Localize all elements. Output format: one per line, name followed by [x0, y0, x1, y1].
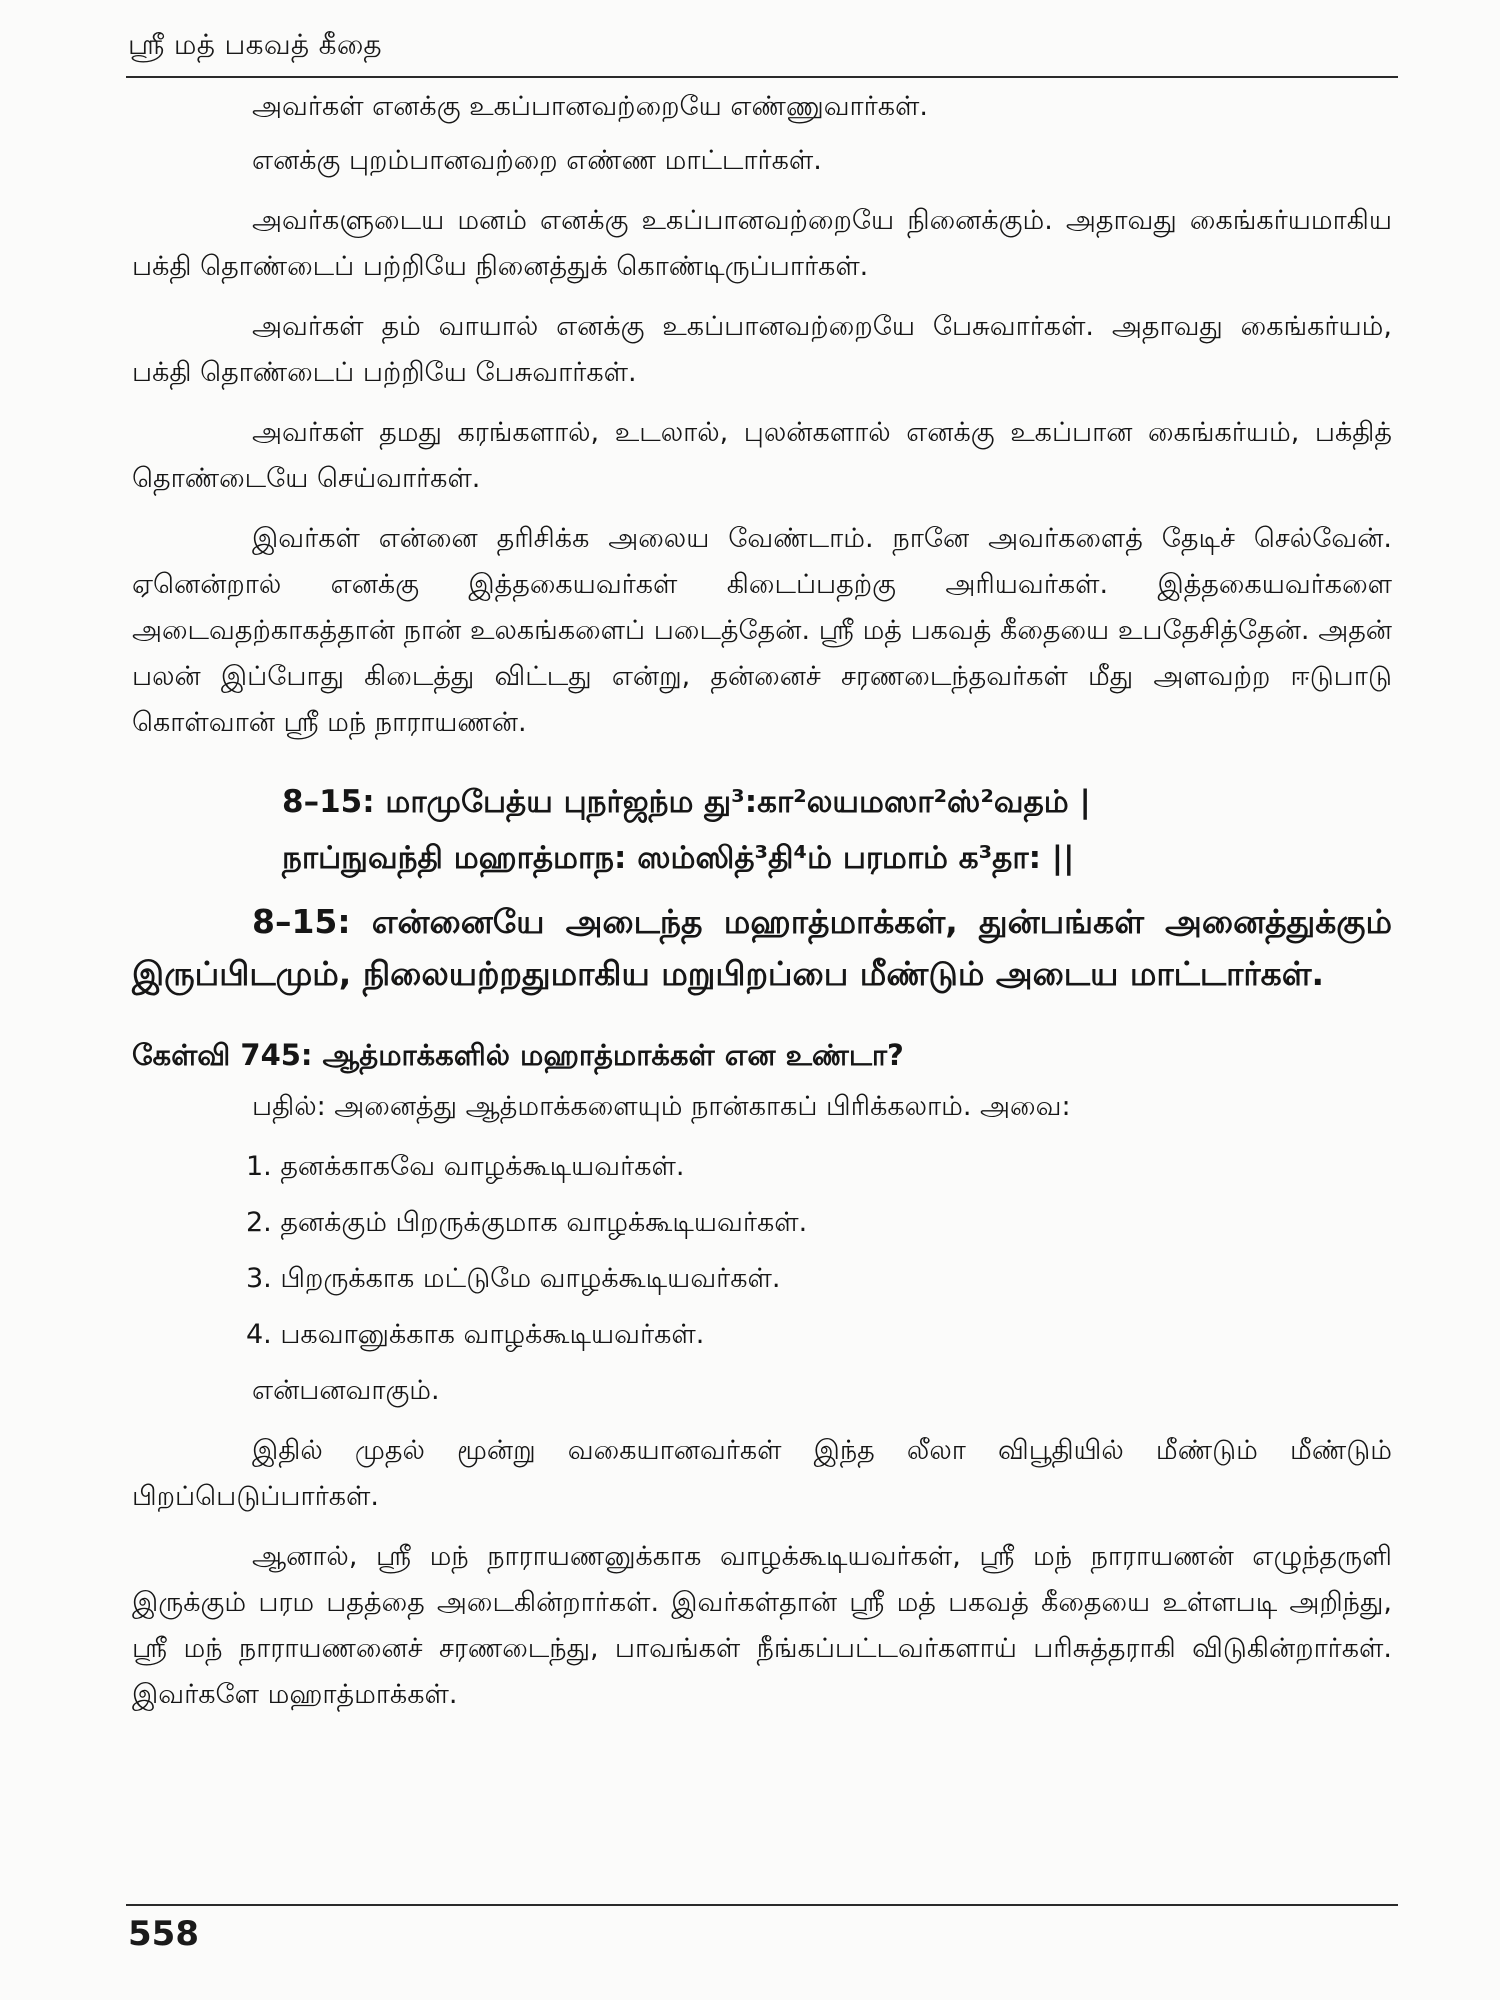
answer-intro: பதில்: அனைத்து ஆத்மாக்களையும் நான்காகப் பிரிக்கலாம். அவை:	[252, 1091, 1071, 1122]
page-number: 558	[128, 1914, 199, 1954]
sloka-line-2: நாப்நுவந்தி மஹாத்மாந: ஸம்ஸித்³தி⁴ம் பரமாம் க³தா: ||	[282, 840, 1075, 876]
paragraph-2: எனக்கு புறம்பானவற்றை எண்ண மாட்டார்கள்.	[252, 145, 822, 176]
question-heading: கேள்வி 745: ஆத்மாக்களில் மஹாத்மாக்கள் என உண்டா?	[132, 1038, 904, 1072]
list-item: 2. தனக்கும் பிறருக்குமாக வாழக்கூடியவர்கள்.	[246, 1207, 808, 1238]
footer-rule	[126, 1904, 1398, 1906]
list-item: 4. பகவானுக்காக வாழக்கூடியவர்கள்.	[246, 1319, 705, 1350]
answer-list	[132, 1144, 1392, 1358]
paragraph-after-list-1: இதில் முதல் மூன்று வகையானவர்கள் இந்த லீலா விபூதியில் மீண்டும் மீண்டும் பிறப்பெடுப்பார்கள்.	[132, 1435, 1392, 1512]
paragraph-4: அவர்கள் தம் வாயால் எனக்கு உகப்பானவற்றையே பேசுவார்கள். அதாவது கைங்கர்யம், பக்தி தொண்டைப் பற்றியே பேசுவார்கள்.	[132, 311, 1392, 388]
paragraph-6: இவர்கள் என்னை தரிசிக்க அலைய வேண்டாம். நானே அவர்களைத் தேடிச் செல்வேன். ஏனென்றால் எனக்கு இத்தகையவர்கள் கிடைப்பதற்கு அரியவர்கள். இத்தகையவர்களை அடைவதற்காகத்தான் நான் உலகங்களைப் படைத்தேன். ஸ்ரீ மத் பகவத் கீதையை உபதேசித்தேன். அதன் பலன் இப்போது கிடைத்து விட்டது என்று, தன்னைச் சரணடைந்தவர்கள் மீது அளவற்ற ஈடுபாடு கொள்வான் ஸ்ரீ மந் நாராயணன்.	[132, 523, 1392, 738]
sloka-line-1: 8–15: மாமுபேத்ய புநர்ஜந்ம து³:கா²லயமஸா²ஸ்²வதம் |	[282, 784, 1091, 820]
paragraph-5: அவர்கள் தமது கரங்களால், உடலால், புலன்களால் எனக்கு உகப்பான கைங்கர்யம், பக்தித் தொண்டையே செய்வார்கள்.	[132, 417, 1392, 494]
paragraph-after-list-2: ஆனால், ஸ்ரீ மந் நாராயணனுக்காக வாழக்கூடியவர்கள், ஸ்ரீ மந் நாராயணன் எழுந்தருளி இருக்கும் பரம பதத்தை அடைகின்றார்கள். இவர்கள்தான் ஸ்ரீ மத் பகவத் கீதையை உள்ளபடி அறிந்து, ஸ்ரீ மந் நாராயணனைச் சரணடைந்து, பாவங்கள் நீங்கப்பட்டவர்களாய் பரிசுத்தராகி விடுகின்றார்கள். இவர்களே மஹாத்மாக்கள்.	[132, 1541, 1392, 1710]
paragraph-1: அவர்கள் எனக்கு உகப்பானவற்றையே எண்ணுவார்கள்.	[252, 91, 928, 122]
header-rule	[126, 76, 1398, 78]
paragraph-3: அவர்களுடைய மனம் எனக்கு உகப்பானவற்றையே நினைக்கும். அதாவது கைங்கர்யமாகிய பக்தி தொண்டைப் பற்றியே நினைத்துக் கொண்டிருப்பார்கள்.	[132, 205, 1392, 282]
page-body	[132, 84, 1392, 1732]
verse-translation: 8–15: என்னையே அடைந்த மஹாத்மாக்கள், துன்பங்கள் அனைத்துக்கும் இருப்பிடமும், நிலையற்றதுமாகிய மறுபிறப்பை மீண்டும் அடைய மாட்டார்கள்.	[132, 902, 1392, 993]
running-head-title: ஸ்ரீ மத் பகவத் கீதை	[128, 28, 382, 61]
answer-closing: என்பனவாகும்.	[252, 1375, 440, 1406]
list-item: 3. பிறருக்காக மட்டுமே வாழக்கூடியவர்கள்.	[246, 1263, 781, 1294]
list-item: 1. தனக்காகவே வாழக்கூடியவர்கள்.	[246, 1151, 685, 1182]
sloka-verse	[132, 774, 1392, 886]
